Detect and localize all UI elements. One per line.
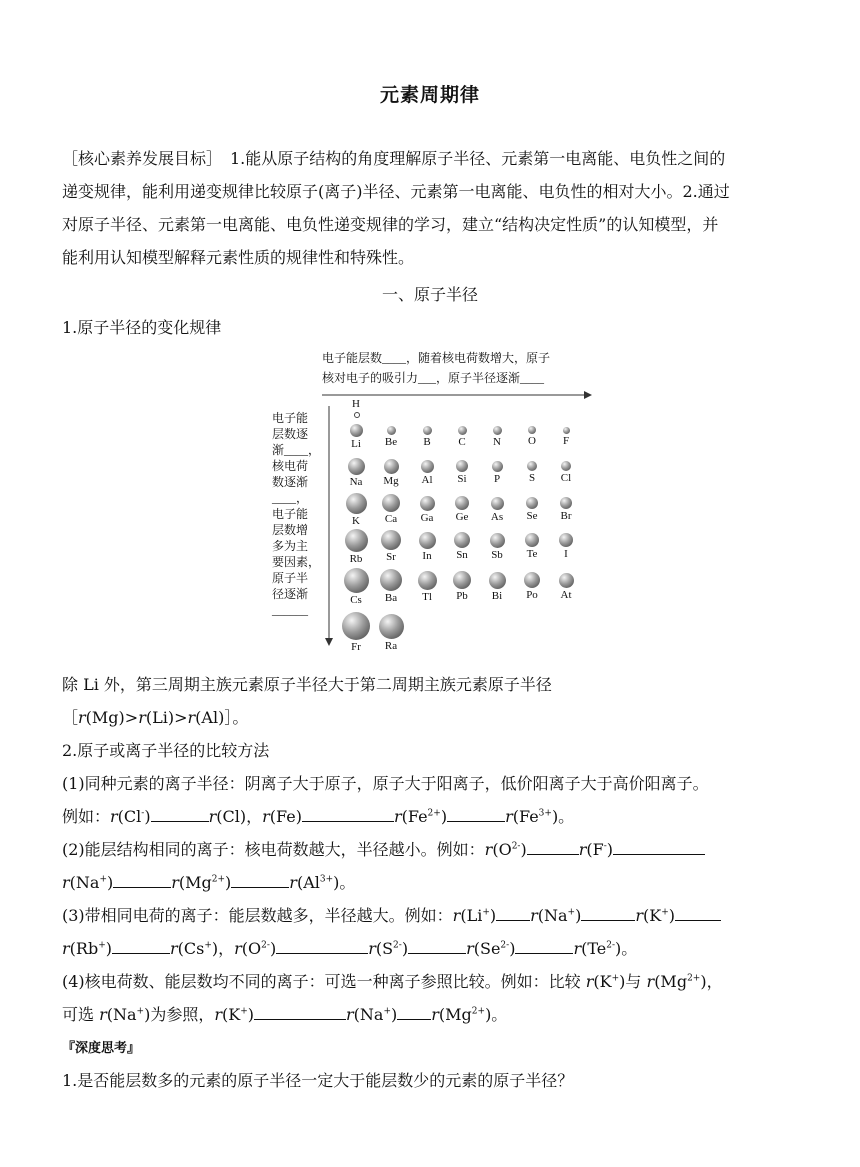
note-element-li: Li <box>152 708 168 727</box>
question-1: 1.是否能层数多的元素的原子半径一定大于能层数少的元素的原子半径？ <box>62 1071 574 1090</box>
method-3: (3)带相同电荷的离子：能层数越多，半径越大。例如：r(Li+) r(Na+) r(K+) <box>62 903 721 926</box>
atom-sphere <box>458 426 467 435</box>
atom-sphere <box>453 571 471 589</box>
method-4-and: 与 <box>625 972 642 991</box>
element-symbol: Te <box>526 548 538 560</box>
intro-line-3: 对原子半径、元素第一电离能、电负性递变规律的学习，建立“结构决定性质”的认知模型，并 <box>62 215 719 234</box>
section-heading: 一、原子半径 <box>381 285 478 304</box>
element-symbol: Pb <box>456 590 468 602</box>
element-symbol: H <box>352 398 360 410</box>
arrow-down-icon <box>324 406 334 646</box>
element-symbol: Cs <box>350 593 362 606</box>
element-symbol: F <box>562 434 570 447</box>
atom-sphere <box>491 497 504 510</box>
element-symbol: Na <box>349 475 363 488</box>
intro-line-1: ［核心素养发展目标］ 1.能从原子结构的角度理解原子半径、元素第一电离能、电负性之间的 <box>62 149 726 168</box>
note-element-mg: Mg <box>91 708 119 727</box>
atomic-radius-figure <box>270 346 600 656</box>
answer-blank[interactable] <box>408 939 466 954</box>
atom-sphere <box>420 496 435 511</box>
atom-sphere <box>345 529 368 552</box>
element-symbol: Ca <box>384 513 398 525</box>
subheading-2: 2.原子或离子半径的比较方法 <box>62 741 270 760</box>
atom-sphere <box>421 460 434 473</box>
figure-left-line: 要因素， <box>272 555 321 569</box>
answer-blank[interactable] <box>527 840 579 855</box>
element-symbol: Cl <box>560 472 572 484</box>
element-symbol: At <box>560 588 572 601</box>
method-2: (2)能层结构相同的离子：核电荷数越大，半径越小。例如：$r(O^{2-})$ r(F-) <box>62 837 705 860</box>
element-symbol: Sn <box>456 549 468 561</box>
method-2-text: (2)能层结构相同的离子：核电荷数越大，半径越小。例如： <box>62 840 485 859</box>
atom-sphere <box>419 532 436 549</box>
method-4-cont: 可选 r(Na+)为参照，r(K+) r(Na+) $r(Mg^{2+})$。 <box>62 1005 508 1024</box>
element-symbol: Po <box>526 589 538 601</box>
element-symbol: Sb <box>491 548 503 561</box>
atom-sphere <box>387 426 396 435</box>
figure-left-line: 径逐渐 <box>272 587 309 601</box>
element-symbol: Sr <box>386 551 396 563</box>
element-symbol: O <box>528 435 536 447</box>
element-symbol: S <box>528 472 536 484</box>
atom-sphere <box>350 424 363 437</box>
answer-blank[interactable] <box>302 807 394 822</box>
figure-left-line: 多为主 <box>272 539 309 553</box>
atom-sphere <box>559 573 574 588</box>
method-3-cont: r(Rb+) r(Cs+)，$r(O^{2-})$ $r(S^{2-})$ $r(Se^{2-})$ $r(Te^{2-})$。 <box>62 939 638 958</box>
element-symbol: C <box>458 435 466 448</box>
element-symbol: Mg <box>383 474 399 487</box>
method-3-text: (3)带相同电荷的离子：能层数越多，半径越大。例如： <box>62 906 453 925</box>
intro-line-2: 递变规律，能利用递变规律比较原子(离子)半径、元素第一电离能、电负性的相对大小。2.通过 <box>62 182 730 201</box>
atom-sphere <box>527 461 537 471</box>
atom-sphere <box>493 426 502 435</box>
figure-left-line: 数逐渐 <box>272 475 309 489</box>
element-symbol: K <box>352 514 360 527</box>
atom-sphere <box>348 458 365 475</box>
answer-blank[interactable] <box>276 939 368 954</box>
answer-blank[interactable] <box>397 1005 431 1020</box>
element-symbol: Bi <box>491 589 503 602</box>
intro-line-4: 能利用认知模型解释元素性质的规律性和特殊性。 <box>62 248 415 267</box>
figure-left-line: 层数增 <box>272 523 309 537</box>
element-symbol: Fr <box>351 641 361 653</box>
element-symbol: Si <box>457 473 467 485</box>
atom-sphere <box>528 426 536 434</box>
method-4-reference: 为参照， <box>150 1005 215 1024</box>
atom-sphere <box>526 497 538 509</box>
note-line-1: 除 Li 外，第三周期主族元素原子半径大于第二周期主族元素原子半径 <box>62 675 552 694</box>
method-1: (1)同种元素的离子半径：阴离子大于原子，原子大于阳离子，低价阳离子大于高价阳离子。 <box>62 774 709 793</box>
note-element-al: Al <box>201 708 219 727</box>
element-symbol: Ra <box>384 639 398 652</box>
atom-sphere <box>423 426 432 435</box>
element-symbol: Be <box>384 435 398 448</box>
atom-sphere <box>354 412 360 418</box>
atom-sphere <box>456 460 468 472</box>
figure-left-line: 原子半 <box>272 571 309 585</box>
atom-sphere <box>561 461 571 471</box>
atom-sphere <box>560 497 572 509</box>
element-symbol: Al <box>421 473 433 486</box>
atom-sphere <box>492 461 503 472</box>
method-2-cont: r(Na+) $r(Mg^{2+})$ $r(Al^{3+})$。 <box>62 873 356 892</box>
element-symbol: I <box>564 548 568 560</box>
element-symbol: Ga <box>420 511 434 524</box>
element-symbol: N <box>493 435 501 448</box>
answer-blank[interactable] <box>112 939 170 954</box>
element-symbol: Se <box>526 510 538 522</box>
figure-left-caption <box>272 410 320 618</box>
atom-sphere <box>380 569 402 591</box>
method-4-choose: 可选 <box>62 1005 95 1024</box>
method-1-example: 例如：r(Cl-) r(Cl)，r(Fe) $r(Fe^{2+})$ $r(Fe^{3+})$。 <box>62 807 575 826</box>
answer-blank[interactable] <box>151 807 209 822</box>
element-symbol: Rb <box>349 552 363 565</box>
figure-left-line: 层数逐 <box>272 427 309 441</box>
atom-sphere <box>346 493 367 514</box>
method-4: (4)核电荷数、能层数均不同的离子：可选一种离子参照比较。例如：比较 r(K+)与 $r(Mg^{2+})$， <box>62 972 723 991</box>
answer-blank[interactable] <box>254 1005 346 1020</box>
element-symbol: P <box>493 472 501 485</box>
answer-blank[interactable] <box>447 807 505 822</box>
figure-left-line: 电子能 <box>272 411 309 425</box>
element-symbol: Br <box>560 510 572 522</box>
note-line-2: ［r(Mg)>r(Li)>r(Al)］。 <box>62 708 249 727</box>
element-symbol: In <box>422 549 432 562</box>
answer-blank[interactable] <box>113 873 171 888</box>
subheading-1: 1.原子半径的变化规律 <box>62 318 222 337</box>
atom-sphere <box>525 533 539 547</box>
answer-blank[interactable] <box>613 840 705 855</box>
figure-top-line-2: 核对电子的吸引力___，原子半径逐渐____ <box>322 371 545 385</box>
atom-sphere <box>563 427 570 434</box>
atom-sphere <box>454 532 470 548</box>
figure-top-caption <box>322 348 592 388</box>
answer-blank[interactable] <box>581 906 635 921</box>
figure-left-line: 渐____， <box>272 443 321 457</box>
atom-sphere <box>559 533 573 547</box>
atom-sphere <box>381 530 401 550</box>
element-symbol: Ba <box>384 592 398 604</box>
deep-thinking-label: 『深度思考』 <box>62 1041 141 1056</box>
method-4-text: (4)核电荷数、能层数均不同的离子：可选一种离子参照比较。例如：比较 <box>62 972 581 991</box>
answer-blank[interactable] <box>515 939 573 954</box>
figure-left-line: 电子能 <box>272 507 309 521</box>
atom-sphere <box>455 496 469 510</box>
answer-blank[interactable] <box>675 906 721 921</box>
atom-sphere <box>384 459 399 474</box>
atom-sphere <box>344 568 369 593</box>
answer-blank[interactable] <box>496 906 530 921</box>
element-symbol: B <box>423 435 431 448</box>
atom-sphere <box>418 571 437 590</box>
figure-left-line: ____， <box>272 491 309 505</box>
figure-top-line-1: 电子能层数____，随着核电荷数增大，原子 <box>322 351 551 365</box>
atom-sphere <box>342 612 370 640</box>
figure-left-line: ______ <box>272 603 308 617</box>
figure-left-line: 核电荷 <box>272 459 309 473</box>
element-symbol: As <box>490 510 504 523</box>
atom-sphere <box>382 494 400 512</box>
element-symbol: Ge <box>455 511 469 523</box>
atom-sphere <box>490 533 505 548</box>
answer-blank[interactable] <box>231 873 289 888</box>
element-symbol: Li <box>351 437 361 450</box>
example-label: 例如： <box>62 807 111 826</box>
page-title: 元素周期律 <box>379 84 480 106</box>
atom-sphere <box>524 572 540 588</box>
atom-sphere <box>489 572 506 589</box>
element-symbol: Tl <box>422 590 432 603</box>
atom-sphere <box>379 614 404 639</box>
